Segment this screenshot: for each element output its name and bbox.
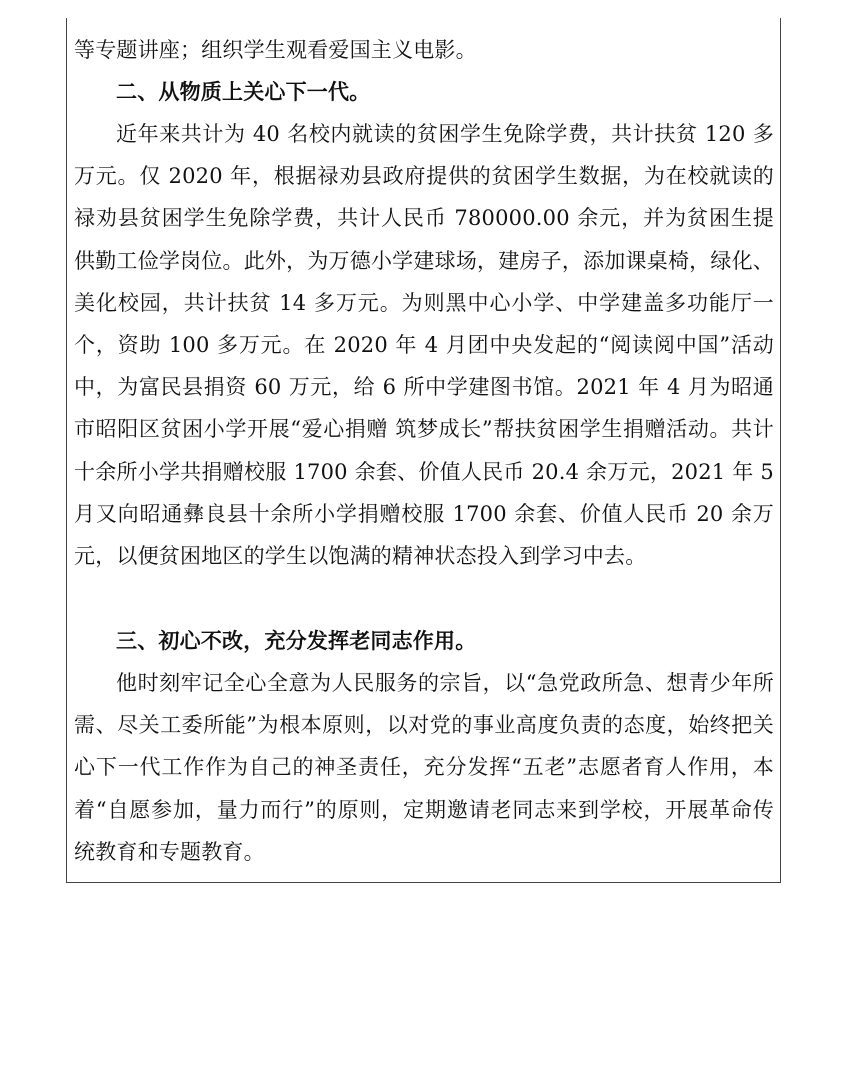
section-3-paragraph: 他时刻牢记全心全意为人民服务的宗旨，以“急党政所急、想青少年所需、尽关工委所能”为根本原则，以对党的事业高度负责的态度，始终把关心下一代工作作为自己的神圣责任，充分发挥“五老”志愿者育人作用，本着“自愿参加，量力而行”的原则，定期邀请老同志来到学校，开展革命传统教育和专题教育。: [74, 671, 774, 864]
continued-paragraph: 等专题讲座；组织学生观看爱国主义电影。: [74, 38, 477, 62]
section-3-heading: 三、初心不改，充分发挥老同志作用。: [116, 628, 477, 653]
section-2-paragraph: 近年来共计为 40 名校内就读的贫困学生免除学费，共计扶贫 120 多万元。仅 2020 年，根据禄劝县政府提供的贫困学生数据，为在校就读的禄劝县贫困学生免除学费，共计人民币 780000.00 余元，并为贫困生提供勤工俭学岗位。此外，为万德小学建球场，建房子，添加课桌椅，绿化、美化校园，共计扶贫 14 多万元。为则黑中心小学、中学建盖多功能厅一个，资助 100 多万元。在 2020 年 4 月团中央发起的“阅读阅中国”活动中，为富民县捐资 60 万元，给 6 所中学建图书馆。2021 年 4 月为昭通市昭阳区贫困小学开展“爱心捐赠 筑梦成长”帮扶贫困学生捐赠活动。共计十余所小学共捐赠校服 1700 余套、价值人民币 20.4 余万元，2021 年 5 月又向昭通彝良县十余所小学捐赠校服 1700 余套、价值人民币 20 余万元，以便贫困地区的学生以饱满的精神状态投入到学习中去。: [74, 122, 774, 569]
section-2-heading: 二、从物质上关心下一代。: [116, 79, 371, 104]
